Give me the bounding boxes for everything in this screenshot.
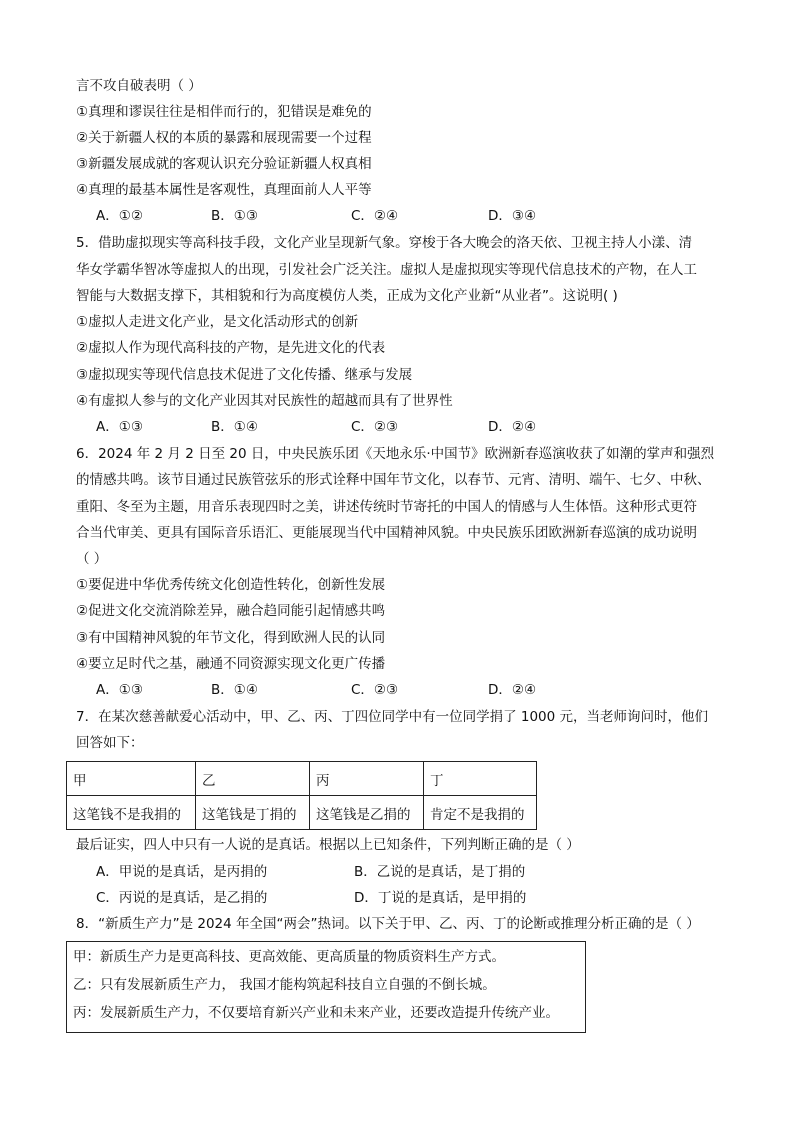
table-row: [67, 762, 537, 796]
q7-option-c: C．丙说的是真话，是乙捐的: [96, 890, 268, 906]
table-cell: 甲: [67, 762, 196, 796]
q5-statement-2: ②虚拟人作为现代高科技的产物，是先进文化的代表: [76, 340, 386, 356]
q8-box-line-1: 甲：新质生产力是更高科技、更高效能、更高质量的物质资料生产方式。: [73, 949, 505, 965]
q7-option-b: B．乙说的是真话，是丁捐的: [354, 864, 526, 880]
q6-stem-line-4: 合当代审美、更具有国际音乐语汇、更能展现当代中国精神风貌。中央民族乐团欧洲新春巡演的成功说明: [76, 525, 697, 541]
q5-stem-line-2: 华女学霸华智冰等虚拟人的出现，引发社会广泛关注。虚拟人是虚拟现实等现代信息技术的产物，在人工: [76, 262, 697, 278]
q8-box-line-2: 乙：只有发展新质生产力， 我国才能构筑起科技自立自强的不倒长城。: [73, 977, 496, 993]
q7-option-d: D．丁说的是真话，是甲捐的: [354, 890, 527, 906]
q4-statement-1: ①真理和谬误往往是相伴而行的，犯错误是难免的: [76, 104, 372, 120]
table-row: [67, 796, 537, 830]
q6-statement-4: ④要立足时代之基，融通不同资源实现文化更广传播: [76, 656, 386, 672]
table-cell: 肯定不是我捐的: [424, 796, 537, 830]
q6-stem-line-5: （ ）: [76, 551, 108, 567]
q5-option-c: C．②③: [351, 419, 399, 435]
q5-statement-1: ①虚拟人走进文化产业，是文化活动形式的创新: [76, 314, 359, 330]
q7-stem-line-2: 回答如下：: [76, 735, 144, 751]
q7-answer-table: [66, 761, 537, 830]
q7-options-row-2: [96, 885, 526, 911]
table-cell: 乙: [196, 762, 310, 796]
q4-statement-2: ②关于新疆人权的本质的暴露和展现需要一个过程: [76, 130, 372, 146]
table-cell: 这笔钱不是我捐的: [67, 796, 196, 830]
q5-options: [96, 414, 536, 440]
q7-after-text: 最后证实，四人中只有一人说的是真话。根据以上已知条件，下列判断正确的是（ ）: [76, 837, 580, 853]
q6-statement-2: ②促进文化交流消除差异，融合趋同能引起情感共鸣: [76, 603, 386, 619]
q4-statement-3: ③新疆发展成就的客观认识充分验证新疆人权真相: [76, 156, 372, 172]
q4-stem-end: 言不攻自破表明（ ）: [76, 78, 202, 94]
q4-option-d: D．③④: [488, 208, 537, 224]
q5-stem-line-3: 智能与大数据支撑下，其相貌和行为高度模仿人类，正成为文化产业新“从业者”。这说明( ): [76, 288, 618, 304]
table-cell: 这笔钱是乙捐的: [310, 796, 424, 830]
q6-options: [96, 677, 536, 703]
q6-statement-1: ①要促进中华优秀传统文化创造性转化，创新性发展: [76, 577, 386, 593]
q4-option-b: B．①③: [211, 208, 258, 224]
q5-statement-4: ④有虚拟人参与的文化产业因其对民族性的超越而具有了世界性: [76, 393, 453, 409]
q8-stem: 8．“新质生产力”是 2024 年全国“两会”热词。以下关于甲、乙、丙、丁的论断或推理分析正确的是（ ）: [76, 916, 700, 932]
q5-option-a: A．①③: [96, 419, 143, 435]
q4-option-a: A．①②: [96, 208, 143, 224]
q4-option-c: C．②④: [351, 208, 399, 224]
q6-stem-line-1: 6．2024 年 2 月 2 日至 20 日，中央民族乐团《天地永乐·中国节》欧洲新春巡演收获了如潮的掌声和强烈: [76, 446, 715, 462]
q5-option-b: B．①④: [211, 419, 258, 435]
q4-options: [96, 203, 536, 229]
q5-option-d: D．②④: [488, 419, 537, 435]
q8-box-line-3: 丙：发展新质生产力，不仅要培育新兴产业和未来产业，还要改造提升传统产业。: [73, 1005, 559, 1021]
table-cell: 这笔钱是丁捐的: [196, 796, 310, 830]
table-cell: 丁: [424, 762, 537, 796]
q7-option-a: A．甲说的是真话，是丙捐的: [96, 864, 268, 880]
q7-options-row-1: [96, 859, 525, 885]
q6-stem-line-2: 的情感共鸣。该节目通过民族管弦乐的形式诠释中国年节文化，以春节、元宵、清明、端午、七夕、中秋、: [76, 472, 711, 488]
q5-statement-3: ③虚拟现实等现代信息技术促进了文化传播、继承与发展: [76, 367, 413, 383]
q6-stem-line-3: 重阳、冬至为主题，用音乐表现四时之美，讲述传统时节寄托的中国人的情感与人生体悟。这种形式更符: [76, 499, 697, 515]
q7-stem-line-1: 7．在某次慈善献爱心活动中，甲、乙、丙、丁四位同学中有一位同学捐了 1000 元，当老师询问时，他们: [76, 709, 709, 725]
table-cell: 丙: [310, 762, 424, 796]
q6-option-b: B．①④: [211, 682, 258, 698]
q5-stem-line-1: 5．借助虚拟现实等高科技手段，文化产业呈现新气象。穿梭于各大晚会的洛天依、卫视主持人小漾、清: [76, 235, 693, 251]
q6-statement-3: ③有中国精神风貌的年节文化，得到欧洲人民的认同: [76, 630, 386, 646]
q6-option-c: C．②③: [351, 682, 399, 698]
q6-option-a: A．①③: [96, 682, 143, 698]
q4-statement-4: ④真理的最基本属性是客观性，真理面前人人平等: [76, 182, 372, 198]
q8-statement-box: [66, 941, 586, 1033]
q6-option-d: D．②④: [488, 682, 537, 698]
